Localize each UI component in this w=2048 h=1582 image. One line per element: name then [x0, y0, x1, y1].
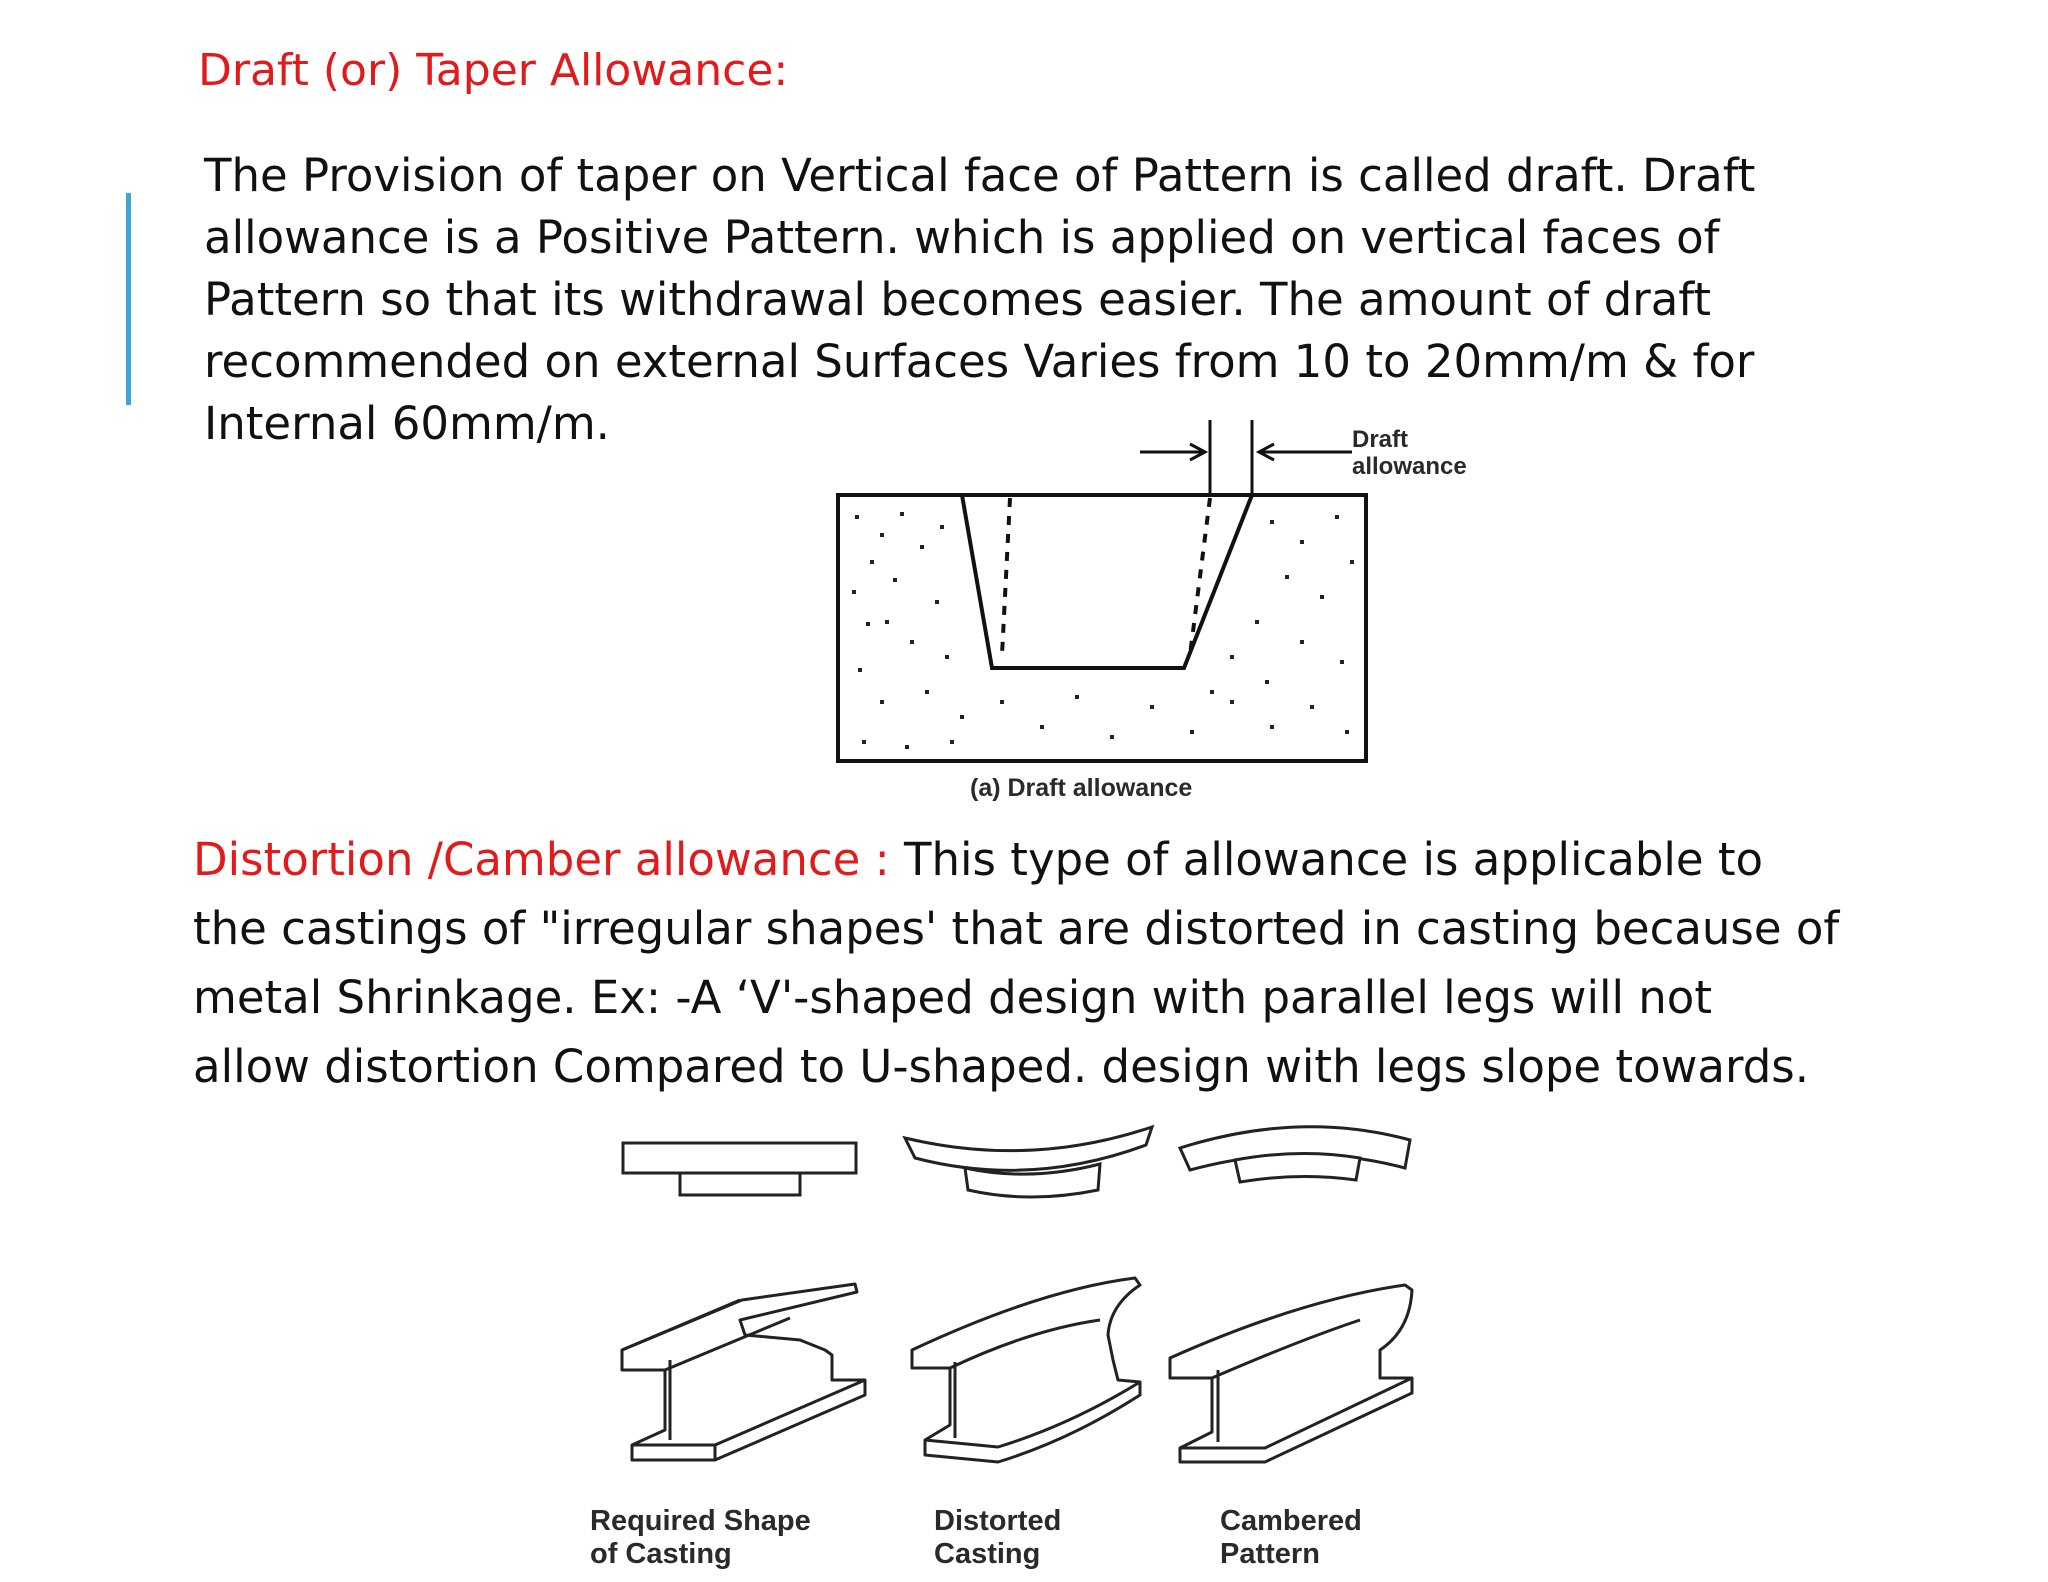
- label-required-shape-1: Required Shape: [590, 1505, 811, 1537]
- draft-arrow-label-1: Draft: [1352, 426, 1409, 453]
- distortion-heading: Distortion /Camber allowance :: [193, 833, 890, 886]
- draft-line-1: The Provision of taper on Vertical face of Pattern is called draft. Draft: [204, 149, 1756, 202]
- distortion-line-1-text: This type of allowance is applicable to: [889, 833, 1764, 886]
- draft-line-2: allowance is a Positive Pattern. which is applied on vertical faces of: [204, 211, 1720, 264]
- draft-line-5: Internal 60mm/m.: [204, 397, 610, 450]
- draft-line-3: Pattern so that its withdrawal becomes easier. The amount of draft: [204, 273, 1711, 326]
- draft-heading: Draft (or) Taper Allowance:: [198, 45, 789, 96]
- distortion-line-3: metal Shrinkage. Ex: -A ‘V'-shaped design with parallel legs will not: [193, 971, 1712, 1024]
- label-cambered-2: Pattern: [1220, 1538, 1320, 1570]
- label-distorted-1: Distorted: [934, 1505, 1062, 1537]
- distortion-line-4: allow distortion Compared to U-shaped. design with legs slope towards.: [193, 1040, 1810, 1093]
- draft-line-4: recommended on external Surfaces Varies from 10 to 20mm/m & for: [204, 335, 1755, 388]
- draft-arrow-label-2: allowance: [1352, 453, 1467, 480]
- draft-caption: (a) Draft allowance: [970, 774, 1193, 802]
- label-required-shape-2: of Casting: [590, 1538, 732, 1570]
- label-distorted-2: Casting: [934, 1538, 1041, 1570]
- label-cambered-1: Cambered: [1220, 1505, 1362, 1537]
- distortion-line-2: the castings of "irregular shapes' that are distorted in casting because of: [193, 902, 1840, 955]
